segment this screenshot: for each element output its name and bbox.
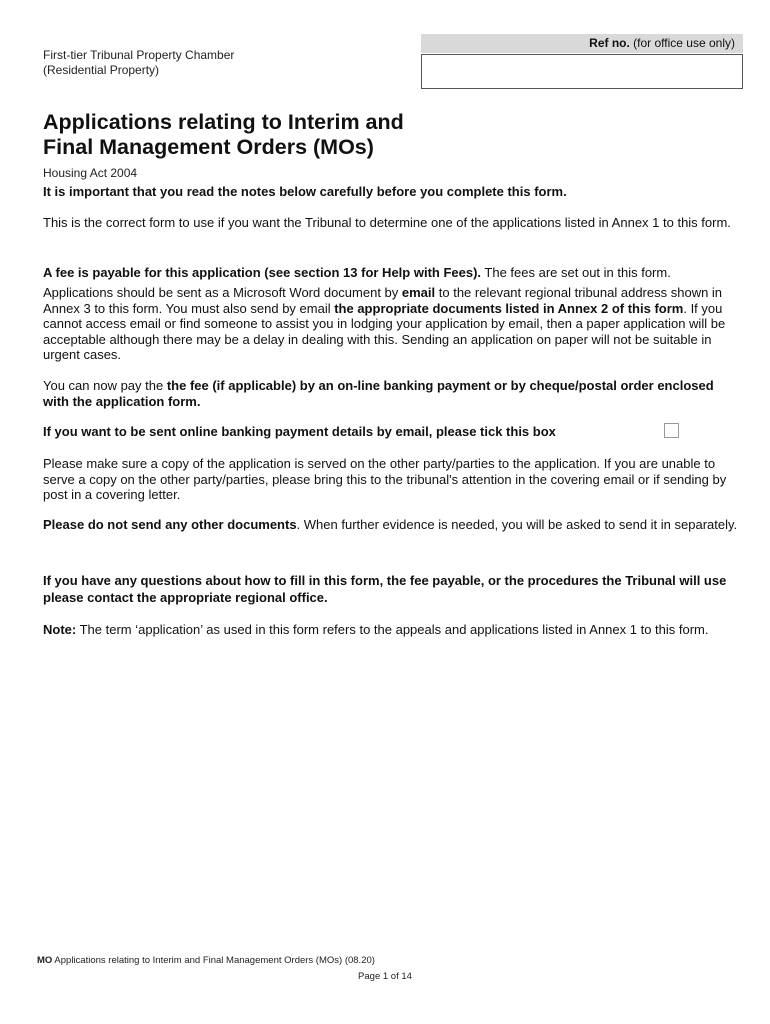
banking-details-checkbox[interactable] — [664, 423, 679, 438]
org-line-2: (Residential Property) — [43, 63, 160, 77]
fee-paragraph — [43, 265, 743, 281]
fee-rest: The fees are set out in this form. — [481, 265, 671, 280]
questions-paragraph: If you have any questions about how to fill in this form, the fee payable, or the procedures the Tribunal will use please contact the appropriate regional office. — [43, 573, 727, 605]
page-title — [43, 110, 503, 160]
send-text-2: to the relevant regional tribunal address shown in Annex 3 to this form. You must also send by email — [43, 285, 723, 316]
send-bold-1: email — [401, 285, 436, 300]
send-bold-2: the appropriate documents listed in Annex 2 of this form — [334, 300, 684, 316]
ref-no-bold: Ref no. — [589, 36, 630, 50]
tick-box-label: If you want to be sent online banking payment details by email, please tick this box — [43, 424, 556, 439]
pay-bold: the fee (if applicable) by an on-line banking payment or by cheque/postal order enclosed with the application form. — [43, 378, 714, 409]
no-docs-bold: Please do not send any other documents — [43, 517, 297, 532]
correct-form-paragraph: This is the correct form to use if you want the Tribunal to determine one of the applications listed in Annex 1 to this form. — [43, 215, 731, 230]
payment-paragraph — [43, 378, 743, 409]
fee-bold: A fee is payable for this application (see section 13 for Help with Fees). — [43, 265, 482, 280]
ref-no-note: (for office use only) — [629, 36, 735, 50]
note-bold: Note: — [43, 622, 77, 637]
org-line-1: First-tier Tribunal Property Chamber — [43, 48, 235, 62]
tribunal-name — [43, 48, 234, 78]
footer-text: Applications relating to Interim and Final Management Orders (MOs) (08.20) — [52, 955, 375, 966]
note-paragraph — [43, 622, 743, 638]
send-paragraph — [43, 285, 743, 363]
page-number: Page 1 of 14 — [358, 971, 412, 982]
note-rest: The term ‘application’ as used in this form refers to the appeals and applications listed in Annex 1 to this form. — [76, 622, 709, 637]
send-text-1: Applications should be sent as a Microsoft Word document by — [43, 285, 402, 300]
footer-code: MO — [37, 955, 53, 966]
ref-no-label — [421, 34, 743, 53]
pay-text: You can now pay the — [43, 378, 167, 393]
ref-no-field[interactable] — [421, 54, 743, 89]
subtitle: Housing Act 2004 — [43, 166, 138, 180]
send-text-3: . If you cannot access email or find someone to assist you in lodging your application by email, then a paper application will be acceptable although there may be a delay in dealing with this. Sending an application on paper will not be suitable in urgent cases. — [43, 300, 726, 362]
title-line-1: Applications relating to Interim and — [43, 110, 404, 134]
footer-form-title — [37, 955, 375, 966]
no-docs-rest: . When further evidence is needed, you will be asked to send it in separately. — [296, 517, 738, 532]
serve-paragraph: Please make sure a copy of the application is served on the other party/parties to the application. If you are unable to serve a copy on the other party/parties, please bring this to the tribunal's attention in the covering email or if sending by post in a covering letter. — [43, 456, 727, 502]
no-documents-paragraph — [43, 517, 743, 533]
title-line-2: Final Management Orders (MOs) — [43, 135, 374, 159]
important-notice: It is important that you read the notes below carefully before you complete this form. — [43, 184, 567, 199]
